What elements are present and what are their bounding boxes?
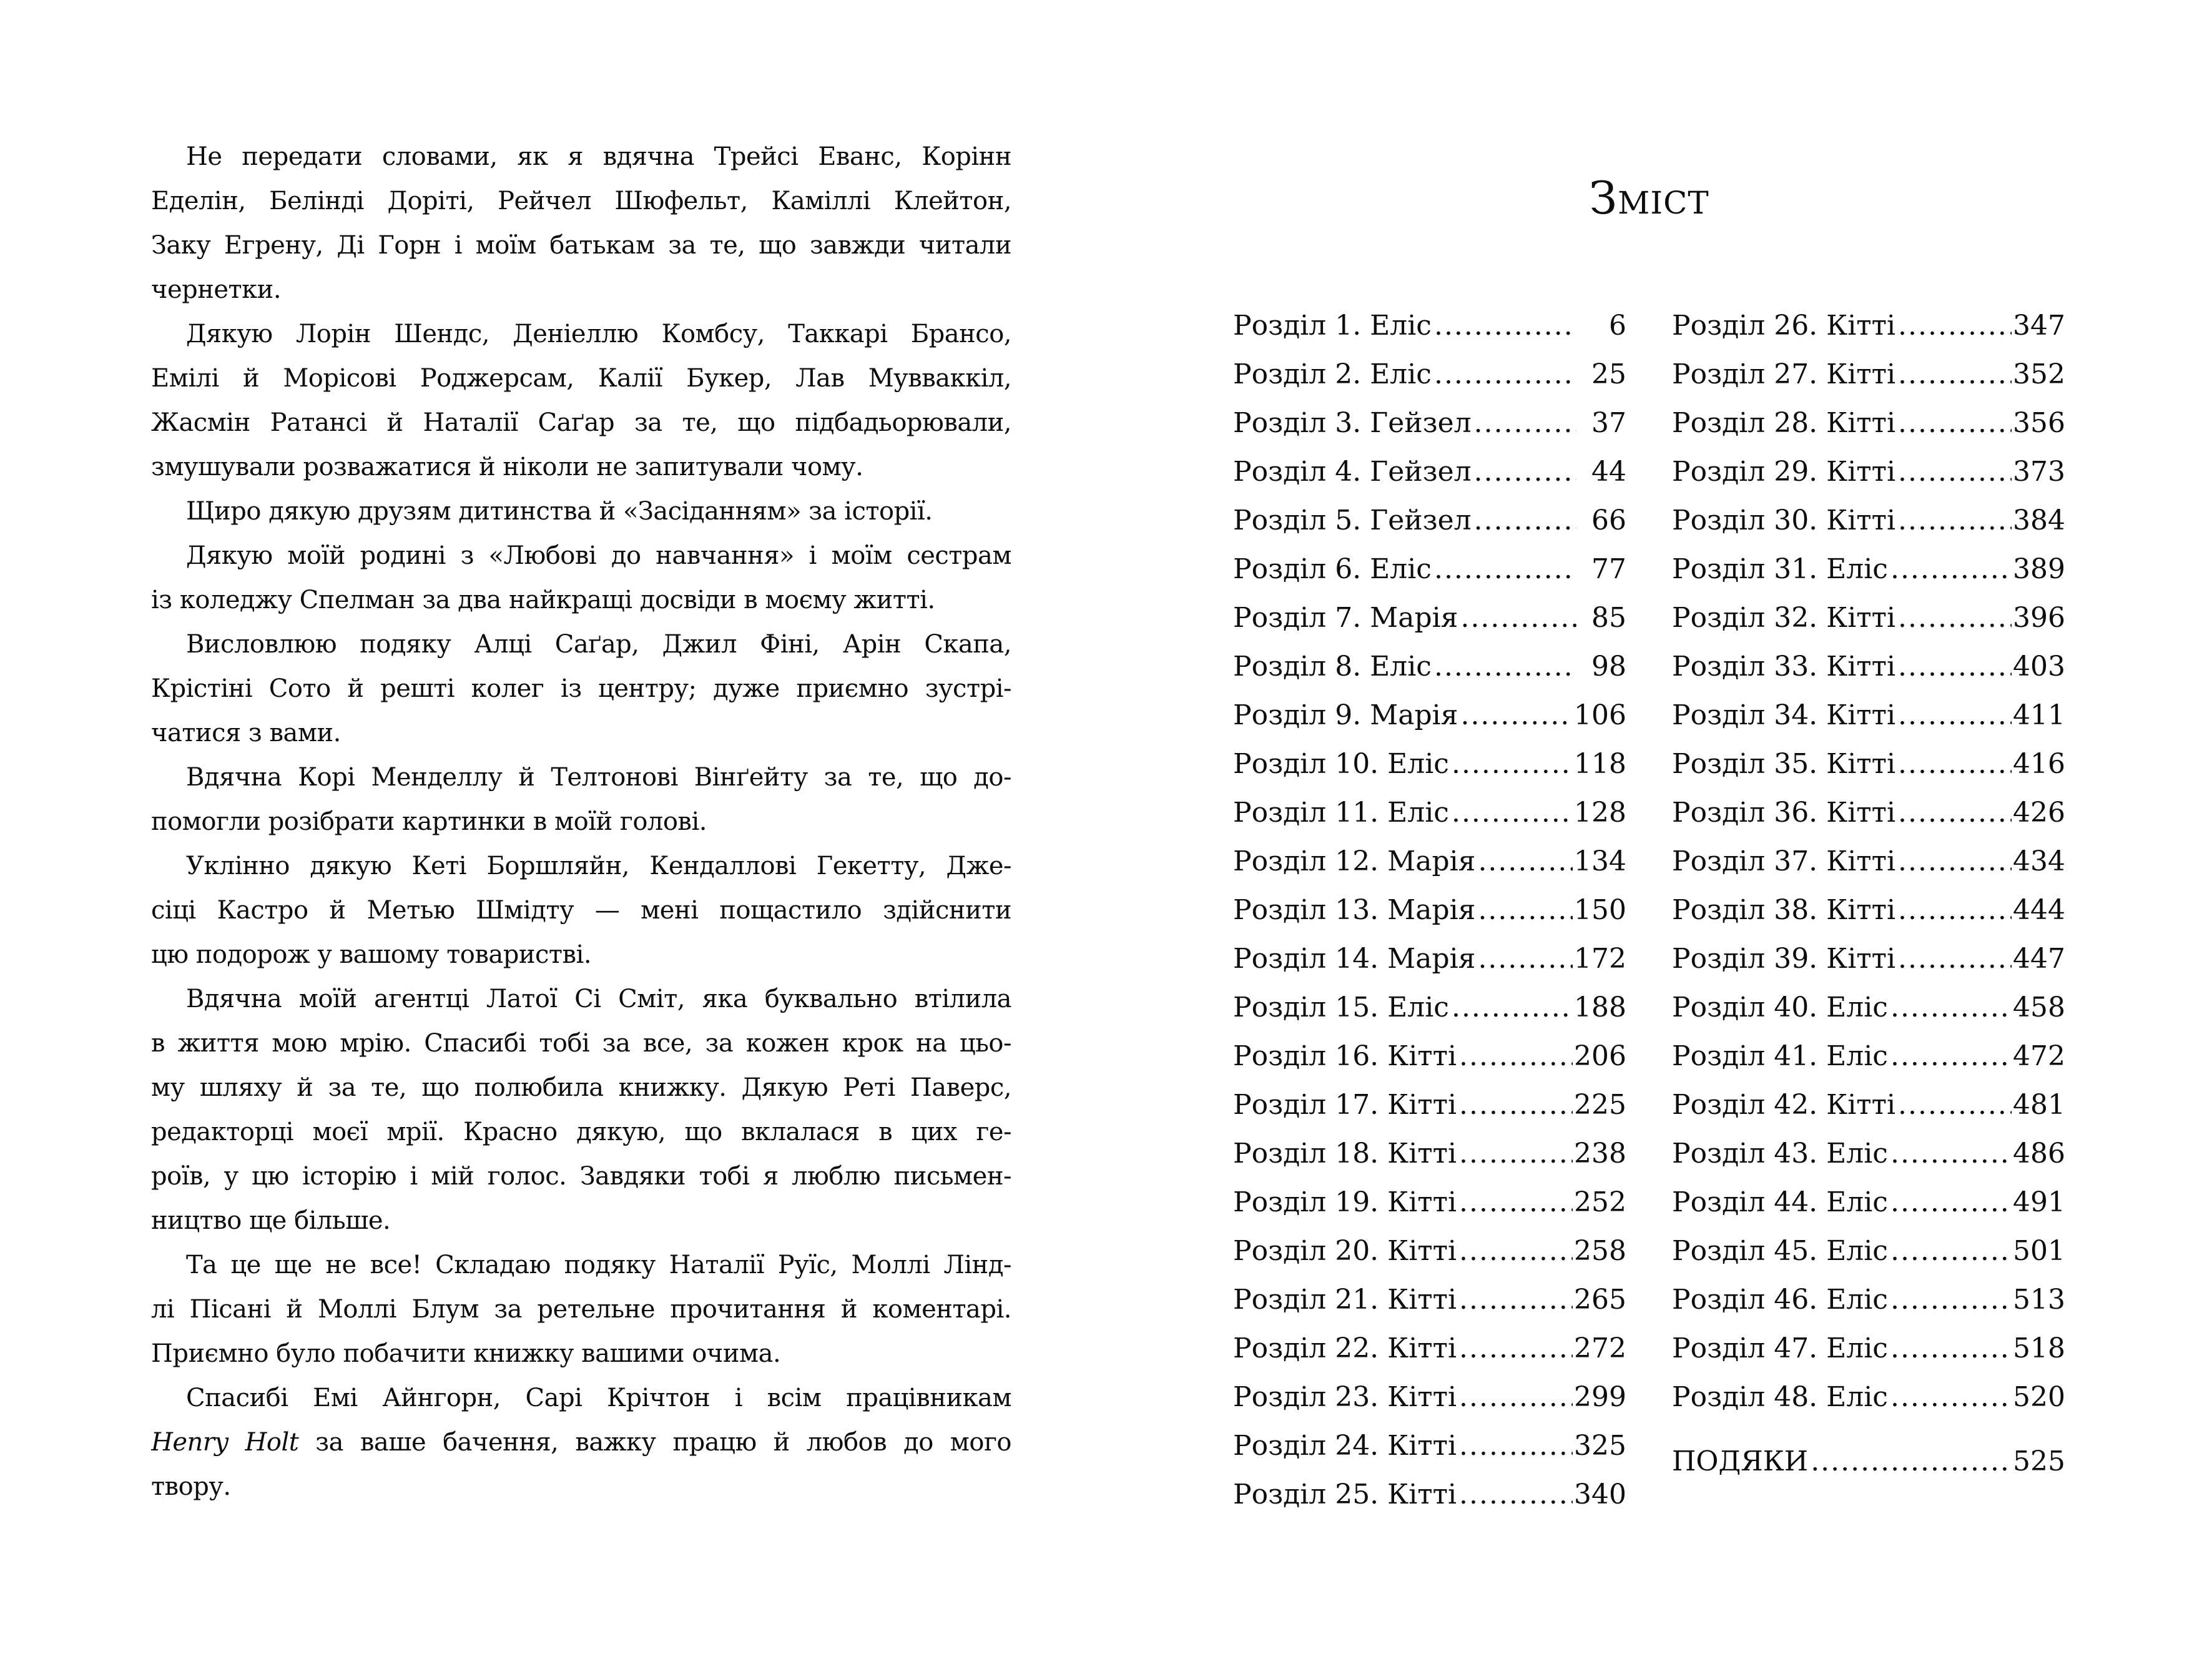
text-line (151, 1154, 1011, 1199)
toc-entry-label: Розділ 7. Марія (1233, 602, 1458, 634)
toc-entry-label: Розділ 2. Еліс (1233, 358, 1432, 390)
toc-leader-dots (1890, 1130, 2012, 1178)
text-line (151, 1420, 1011, 1465)
toc-entry-page: 384 (2013, 505, 2065, 536)
toc-entry-page: 347 (2013, 310, 2065, 342)
toc-entry (1233, 837, 1626, 886)
text-line (151, 711, 1011, 756)
toc-entry-page: 403 (2013, 651, 2065, 682)
toc-entry-label: Розділ 24. Кітті (1233, 1430, 1457, 1462)
toc-entry (1672, 740, 2065, 789)
text-line (151, 1066, 1011, 1110)
text-line (151, 1110, 1011, 1154)
toc-entry-page: 481 (2013, 1089, 2065, 1121)
toc-entry-label: Розділ 47. Еліс (1672, 1332, 1888, 1364)
text-run: Жасмін Ратансі й Наталії Саґар за те, що підбадьорювали, (151, 408, 1011, 437)
toc-leader-dots (1898, 740, 2012, 789)
toc-leader-dots (1459, 1422, 1573, 1470)
toc-entry-label: Розділ 5. Гейзел (1233, 505, 1472, 536)
text-run: Висловлюю подяку Алці Саґар, Джил Фіні, Арін Скапа, (186, 630, 1011, 659)
text-run: змушували розважатися й ніколи не запитували чому. (151, 453, 863, 481)
toc-leader-dots (1898, 448, 2012, 496)
text-run: сіці Кастро й Метью Шмідту — мені пощастило здійснити (151, 896, 1011, 925)
toc-entry-label: Розділ 22. Кітті (1233, 1332, 1457, 1364)
toc-entry-label: Розділ 8. Еліс (1233, 651, 1432, 682)
toc-entry (1672, 448, 2065, 496)
toc-entry (1233, 594, 1626, 642)
italic-run: Henry Holt (151, 1428, 299, 1457)
text-run: в життя мою мрію. Спасибі тобі за все, за кожен крок на цьо- (151, 1029, 1011, 1058)
toc-entry (1672, 1178, 2065, 1227)
text-run: ництво ще більше. (151, 1206, 391, 1235)
toc-entry (1233, 1081, 1626, 1130)
text-line (151, 357, 1011, 401)
toc-entry (1672, 789, 2065, 837)
toc-entry-page: 258 (1574, 1235, 1626, 1267)
toc-entry-page: 150 (1574, 894, 1626, 926)
toc-entry-page: 106 (1574, 699, 1626, 731)
text-line (151, 1287, 1011, 1332)
toc-leader-dots (1459, 1324, 1573, 1373)
toc-leader-dots (1898, 594, 2012, 642)
toc-leader-dots (1434, 642, 1576, 691)
toc-entry-label: Розділ 33. Кітті (1672, 651, 1896, 682)
toc-entry-page: 128 (1574, 797, 1626, 829)
toc-entry-label: Розділ 27. Кітті (1672, 358, 1896, 390)
text-run: Уклінно дякую Кеті Боршляйн, Кендаллові Гекетту, Дже- (186, 852, 1011, 880)
toc-leader-dots (1898, 935, 2012, 983)
toc-entry (1233, 691, 1626, 740)
toc-entry-label: Розділ 16. Кітті (1233, 1040, 1457, 1072)
toc-leader-dots (1898, 399, 2012, 448)
toc-entry-page: 188 (1574, 992, 1626, 1023)
toc-entry (1672, 1227, 2065, 1276)
toc-entry-page: 411 (2013, 699, 2065, 731)
toc-leader-dots (1890, 1373, 2012, 1422)
toc-entry-label: ПОДЯКИ (1672, 1445, 1809, 1477)
toc-entry-label: Розділ 6. Еліс (1233, 553, 1432, 585)
toc-entry-page: 77 (1591, 553, 1626, 585)
toc-entry-label: Розділ 48. Еліс (1672, 1381, 1888, 1413)
toc-entry-page: 172 (1574, 943, 1626, 975)
toc-leader-dots (1434, 350, 1576, 399)
text-run: цю подорож у вашому товаристві. (151, 940, 592, 969)
toc-entry (1672, 1373, 2065, 1422)
toc-entry-page: 352 (2013, 358, 2065, 390)
toc-entry (1233, 886, 1626, 935)
toc-leader-dots (1890, 1276, 2012, 1324)
toc-entry-label: Розділ 36. Кітті (1672, 797, 1896, 829)
toc-entry (1233, 399, 1626, 448)
text-run: Емілі й Морісові Роджерсам, Калії Букер, Лав Мувваккіл, (151, 364, 1011, 393)
toc-entry-label: Розділ 38. Кітті (1672, 894, 1896, 926)
toc-entry (1672, 935, 2065, 983)
toc-entry (1672, 691, 2065, 740)
toc-leader-dots (1478, 886, 1573, 935)
toc-entry (1233, 1373, 1626, 1422)
text-run: редакторці моєї мрії. Красно дякую, що вклалася в цих ге- (151, 1118, 1011, 1146)
text-run: Заку Егрену, Ді Горн і моїм батькам за те, що завжди читали (151, 231, 1011, 260)
toc-entry-label: Розділ 12. Марія (1233, 845, 1476, 877)
toc-leader-dots (1460, 594, 1576, 642)
toc-leader-dots (1811, 1437, 2012, 1486)
toc-entry-label: Розділ 44. Еліс (1672, 1186, 1888, 1218)
text-run: лі Пісані й Моллі Блум за ретельне прочитання й коментарі. (151, 1295, 1011, 1324)
toc-entry (1233, 1276, 1626, 1324)
toc-leader-dots (1474, 448, 1576, 496)
text-line (151, 312, 1011, 357)
toc-entry-page: 252 (1574, 1186, 1626, 1218)
toc-entry (1233, 1324, 1626, 1373)
text-run: із коледжу Спелман за два найкращі досвіди в моєму житті. (151, 586, 935, 614)
toc-entry-label: Розділ 43. Еліс (1672, 1138, 1888, 1169)
toc-leader-dots (1460, 691, 1573, 740)
toc-entry-label: Розділ 41. Еліс (1672, 1040, 1888, 1072)
text-line (151, 977, 1011, 1021)
text-line (151, 667, 1011, 711)
toc-entry-label: Розділ 28. Кітті (1672, 407, 1896, 439)
toc-leader-dots (1890, 1324, 2012, 1373)
toc-entry-page: 325 (1574, 1430, 1626, 1462)
text-line (151, 1021, 1011, 1066)
text-run: чатися з вами. (151, 719, 341, 747)
text-line (151, 268, 1011, 312)
toc-entry-label: Розділ 4. Гейзел (1233, 456, 1472, 488)
text-run: твору. (151, 1472, 231, 1501)
toc-leader-dots (1890, 983, 2012, 1032)
toc-leader-dots (1890, 1032, 2012, 1081)
toc-entry-label: Розділ 17. Кітті (1233, 1089, 1457, 1121)
toc-entry-page: 356 (2013, 407, 2065, 439)
toc-entry-page: 37 (1591, 407, 1626, 439)
toc-entry-label: Розділ 42. Кітті (1672, 1089, 1896, 1121)
toc-entry-page: 434 (2013, 845, 2065, 877)
toc-entry-label: Розділ 32. Кітті (1672, 602, 1896, 634)
toc-entry-page: 118 (1574, 748, 1626, 780)
text-run: помогли розібрати картинки в моїй голові. (151, 807, 707, 836)
text-run: роїв, у цю історію і мій голос. Завдяки тобі я люблю письмен- (151, 1162, 1011, 1191)
text-line (151, 1465, 1011, 1509)
toc-columns (1233, 302, 2065, 1519)
toc-entry (1233, 1032, 1626, 1081)
toc-entry-page: 518 (2013, 1332, 2065, 1364)
toc-leader-dots (1452, 740, 1573, 789)
toc-entry (1233, 302, 1626, 350)
toc-entry-page: 444 (2013, 894, 2065, 926)
toc-entry (1233, 1422, 1626, 1470)
toc-leader-dots (1890, 1178, 2012, 1227)
toc-entry-label: Розділ 20. Кітті (1233, 1235, 1457, 1267)
toc-entry-page: 373 (2013, 456, 2065, 488)
text-run: чернетки. (151, 275, 282, 304)
toc-entry (1672, 594, 2065, 642)
text-line (151, 179, 1011, 224)
toc-entry-label: Розділ 45. Еліс (1672, 1235, 1888, 1267)
text-line (151, 445, 1011, 490)
text-run: Дякую моїй родині з «Любові до навчання» і моїм сестрам (186, 541, 1011, 570)
toc-entry (1672, 642, 2065, 691)
text-line (151, 224, 1011, 268)
toc-entry-page: 44 (1591, 456, 1626, 488)
toc-entry-page: 520 (2013, 1381, 2065, 1413)
text-run: Та це ще не все! Складаю подяку Наталії Руїс, Моллі Лінд- (186, 1251, 1011, 1279)
toc-entry (1672, 1437, 2065, 1486)
toc-entry-label: Розділ 23. Кітті (1233, 1381, 1457, 1413)
toc-entry-page: 426 (2013, 797, 2065, 829)
toc-entry-page: 491 (2013, 1186, 2065, 1218)
toc-entry (1233, 545, 1626, 594)
text-line (151, 1332, 1011, 1376)
toc-entry (1672, 983, 2065, 1032)
toc-entry-label: Розділ 25. Кітті (1233, 1479, 1457, 1510)
toc-leader-dots (1898, 886, 2012, 935)
toc-entry-page: 340 (1574, 1479, 1626, 1510)
toc-leader-dots (1898, 302, 2012, 350)
toc-entry-label: Розділ 13. Марія (1233, 894, 1476, 926)
toc-entry (1233, 983, 1626, 1032)
toc-entry-label: Розділ 37. Кітті (1672, 845, 1896, 877)
text-line (151, 756, 1011, 800)
toc-entry-page: 206 (1574, 1040, 1626, 1072)
toc-entry-label: Розділ 34. Кітті (1672, 699, 1896, 731)
toc-entry-page: 85 (1591, 602, 1626, 634)
text-line (151, 800, 1011, 844)
toc-entry-page: 272 (1574, 1332, 1626, 1364)
toc-leader-dots (1474, 496, 1576, 545)
text-line (151, 933, 1011, 977)
text-run: за ваше бачення, важку працю й любов до мого (298, 1428, 1011, 1457)
text-run: Не передати словами, як я вдячна Трейсі Еванс, Корінн (186, 142, 1011, 171)
toc-entry (1672, 1324, 2065, 1373)
toc-entry-page: 458 (2013, 992, 2065, 1023)
toc-entry (1672, 1130, 2065, 1178)
toc-entry-label: Розділ 30. Кітті (1672, 505, 1896, 536)
toc-leader-dots (1898, 642, 2012, 691)
toc-leader-dots (1459, 1227, 1573, 1276)
toc-entry-page: 389 (2013, 553, 2065, 585)
toc-entry (1233, 496, 1626, 545)
toc-leader-dots (1452, 789, 1573, 837)
toc-entry-page: 238 (1574, 1138, 1626, 1169)
toc-entry-label: Розділ 40. Еліс (1672, 992, 1888, 1023)
toc-leader-dots (1459, 1276, 1573, 1324)
toc-entry-label: Розділ 31. Еліс (1672, 553, 1888, 585)
toc-entry-page: 501 (2013, 1235, 2065, 1267)
toc-leader-dots (1459, 1470, 1573, 1519)
toc-entry-label: Розділ 15. Еліс (1233, 992, 1449, 1023)
toc-entry-label: Розділ 9. Марія (1233, 699, 1458, 731)
toc-entry-page: 447 (2013, 943, 2065, 975)
toc-leader-dots (1898, 837, 2012, 886)
toc-entry-page: 98 (1591, 651, 1626, 682)
toc-leader-dots (1890, 1227, 2012, 1276)
toc-entry (1233, 448, 1626, 496)
toc-entry-label: Розділ 26. Кітті (1672, 310, 1896, 342)
toc-entry (1233, 1470, 1626, 1519)
toc-entry (1233, 1178, 1626, 1227)
toc-entry-label: Розділ 39. Кітті (1672, 943, 1896, 975)
toc-entry (1672, 886, 2065, 935)
toc-leader-dots (1474, 399, 1576, 448)
toc-entry (1672, 350, 2065, 399)
toc-entry (1672, 302, 2065, 350)
toc-entry-label: Розділ 21. Кітті (1233, 1284, 1457, 1316)
toc-leader-dots (1898, 350, 2012, 399)
toc-entry (1233, 1227, 1626, 1276)
toc-entry (1233, 789, 1626, 837)
text-line (151, 490, 1011, 534)
toc-entry-label: Розділ 14. Марія (1233, 943, 1476, 975)
toc-entry-label: Розділ 19. Кітті (1233, 1186, 1457, 1218)
toc-leader-dots (1459, 1081, 1573, 1130)
toc-entry-label: Розділ 10. Еліс (1233, 748, 1449, 780)
toc-entry-page: 525 (2013, 1445, 2065, 1477)
toc-entry-page: 486 (2013, 1138, 2065, 1169)
toc-entry-label: Розділ 11. Еліс (1233, 797, 1449, 829)
toc-entry (1672, 1081, 2065, 1130)
text-run: Щиро дякую друзям дитинства й «Засіданням» за історії. (186, 497, 933, 526)
toc-entry-label: Розділ 46. Еліс (1672, 1284, 1888, 1316)
toc-leader-dots (1459, 1178, 1573, 1227)
toc-leader-dots (1898, 789, 2012, 837)
text-line (151, 1243, 1011, 1287)
toc-entry (1672, 399, 2065, 448)
toc-entry (1672, 1032, 2065, 1081)
toc-entry-page: 299 (1574, 1381, 1626, 1413)
text-line (151, 135, 1011, 179)
toc-leader-dots (1459, 1373, 1573, 1422)
toc-entry-page: 25 (1591, 358, 1626, 390)
toc-entry-label: Розділ 35. Кітті (1672, 748, 1896, 780)
toc-leader-dots (1898, 496, 2012, 545)
text-line (151, 1199, 1011, 1243)
toc-entry-label: Розділ 3. Гейзел (1233, 407, 1472, 439)
toc-leader-dots (1459, 1032, 1573, 1081)
text-line (151, 401, 1011, 445)
text-run: Еделін, Белінді Доріті, Рейчел Шюфельт, Каміллі Клейтон, (151, 187, 1011, 215)
text-line (151, 534, 1011, 578)
toc-entry (1672, 496, 2065, 545)
toc-leader-dots (1898, 691, 2012, 740)
toc-entry-page: 416 (2013, 748, 2065, 780)
toc-entry-label: Розділ 18. Кітті (1233, 1138, 1457, 1169)
toc-entry-label: Розділ 29. Кітті (1672, 456, 1896, 488)
toc-leader-dots (1898, 1081, 2012, 1130)
toc-leader-dots (1478, 837, 1573, 886)
toc-entry (1233, 740, 1626, 789)
toc-leader-dots (1459, 1130, 1573, 1178)
toc-entry-page: 6 (1609, 310, 1626, 342)
toc-entry-label: Розділ 1. Еліс (1233, 310, 1432, 342)
toc-entry (1672, 837, 2065, 886)
toc-leader-dots (1434, 545, 1576, 594)
toc-entry-page: 513 (2013, 1284, 2065, 1316)
toc-entry-page: 225 (1574, 1089, 1626, 1121)
toc-entry-page: 265 (1574, 1284, 1626, 1316)
toc-title: Зміст (1589, 172, 1709, 224)
toc-entry (1233, 642, 1626, 691)
toc-leader-dots (1478, 935, 1573, 983)
toc-entry-page: 472 (2013, 1040, 2065, 1072)
text-run: Дякую Лорін Шендс, Деніеллю Комбсу, Таккарі Брансо, (186, 320, 1011, 348)
toc-entry-page: 66 (1591, 505, 1626, 536)
toc-leader-dots (1890, 545, 2012, 594)
text-run: Вдячна Корі Менделлу й Телтонові Вінґейту за те, що до- (186, 763, 1011, 792)
toc-leader-dots (1452, 983, 1573, 1032)
text-line (151, 889, 1011, 933)
toc-entry-page: 396 (2013, 602, 2065, 634)
text-run: Вдячна моїй агентці Латої Сі Сміт, яка буквально втілила (186, 985, 1011, 1013)
text-line (151, 1376, 1011, 1420)
toc-entry (1233, 1130, 1626, 1178)
text-run: му шляху й за те, що полюбила книжку. Дякую Реті Паверс, (151, 1073, 1011, 1102)
text-line (151, 623, 1011, 667)
toc-column-right (1672, 302, 2065, 1519)
text-run: Спасибі Емі Айнгорн, Сарі Крічтон і всім працівникам (186, 1384, 1011, 1412)
toc-entry (1672, 545, 2065, 594)
toc-entry-page: 134 (1574, 845, 1626, 877)
toc-entry (1672, 1276, 2065, 1324)
acknowledgments-text (151, 135, 1011, 1509)
toc-entry (1233, 350, 1626, 399)
text-run: Крістіні Сото й решті колег із центру; дуже приємно зустрі- (151, 674, 1011, 703)
toc-entry (1233, 935, 1626, 983)
text-run: Приємно було побачити книжку вашими очима. (151, 1339, 781, 1368)
toc-column-left (1233, 302, 1626, 1519)
text-line (151, 844, 1011, 889)
toc-leader-dots (1434, 302, 1576, 350)
text-line (151, 578, 1011, 623)
